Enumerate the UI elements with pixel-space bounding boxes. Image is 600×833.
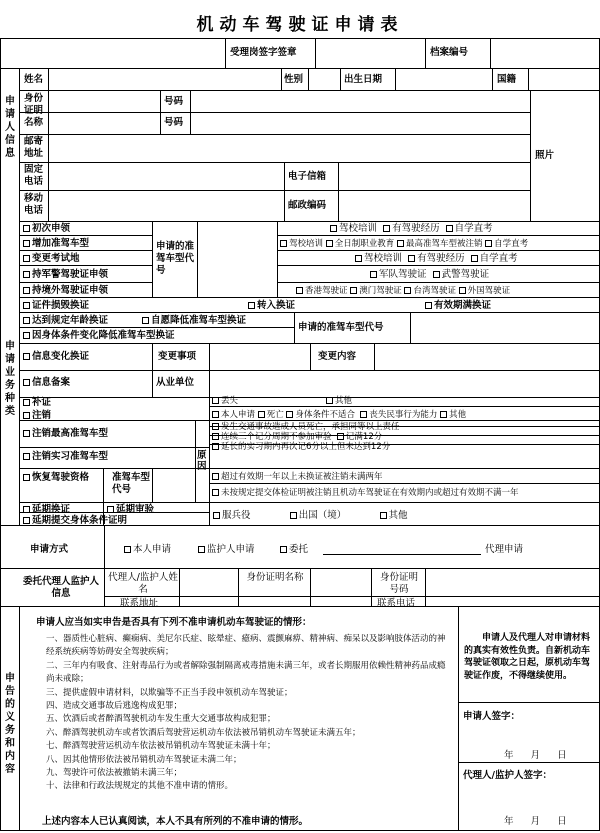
employer-label: 从业单位 xyxy=(156,377,195,388)
id-number-label: 号码 xyxy=(164,96,184,107)
checkbox[interactable] xyxy=(23,225,30,232)
agent-id-name-label: 身份证明名称 xyxy=(246,572,304,583)
info-record-option[interactable]: 信息备案 xyxy=(23,377,70,389)
method-label: 申请方式 xyxy=(30,544,69,555)
delay-reasons[interactable]: 服兵役 出国（境） 其他 xyxy=(213,510,408,522)
checkbox[interactable] xyxy=(23,287,30,294)
postcode-label: 邮政编码 xyxy=(288,200,327,211)
applicant-signature-label: 申请人签字： xyxy=(463,711,521,722)
checkbox[interactable] xyxy=(23,255,30,262)
notice-item: 十、法律和行政法规规定的其他不准申请的情形。 xyxy=(46,781,234,792)
reissue-reasons[interactable]: 丢失 xyxy=(212,395,238,407)
cancel-option[interactable]: 注销 xyxy=(23,410,51,422)
transfer-exchange-option[interactable]: 转入换证 xyxy=(248,300,295,312)
expire-exchange-option[interactable]: 有效期满换证 xyxy=(425,300,491,312)
mobile-phone-label: 移动电话 xyxy=(24,193,44,216)
age-exchange-option[interactable]: 达到规定年龄换证 xyxy=(23,315,108,327)
restore-class-code-label: 准驾车型代号 xyxy=(112,472,151,495)
name-label: 姓名 xyxy=(24,74,44,85)
checkbox[interactable] xyxy=(23,240,30,247)
applicant-section-label: 申请人信息 xyxy=(5,96,15,159)
notice-item: 九、驾驶许可依法被撤销未满三年； xyxy=(46,768,183,779)
entrust-underline xyxy=(323,554,481,555)
cancel-reasons[interactable]: 本人申请 死亡 身体条件不适合 丧失民事行为能力 其他 xyxy=(212,409,466,421)
photo-label: 照片 xyxy=(535,150,555,161)
notice-item: 八、因其他情形依法被吊销机动车驾驶证未满二年； xyxy=(46,754,242,765)
requested-class-label: 申请的准驾车型代号 xyxy=(156,241,195,276)
health-downgrade-option[interactable]: 因身体条件变化降低准驾车型换证 xyxy=(23,330,175,342)
cancel-intern-class-option[interactable]: 注销实习准驾车型 xyxy=(23,451,108,463)
fixed-phone-label: 固定电话 xyxy=(24,164,44,187)
notice-intro: 申请人应当如实申告是否具有下列不准申请机动车驾驶证的情形： xyxy=(36,617,312,628)
reissue-other[interactable]: 其他 xyxy=(326,395,352,407)
agent-phone-label: 联系电话 xyxy=(377,598,416,609)
route-row-4[interactable]: 军队驾驶证 武警驾驶证 xyxy=(370,269,489,281)
change-exam-place-option[interactable]: 变更考试地 xyxy=(23,253,80,265)
notice-items xyxy=(46,633,450,794)
archive-number-label: 档案编号 xyxy=(430,47,469,58)
foreign-license-option[interactable]: 持境外驾驶证申领 xyxy=(23,285,108,297)
agent-signature-label: 代理人/监护人签字： xyxy=(463,770,552,781)
business-section-label: 申请业务种类 xyxy=(5,341,15,417)
agent-name-label: 代理人/监护人姓名 xyxy=(108,572,178,595)
reason-label: 原因 xyxy=(197,450,207,472)
info-change-option[interactable]: 信息变化换证 xyxy=(23,351,89,363)
mail-address-label: 邮寄地址 xyxy=(24,136,44,159)
id-number-label-2: 号码 xyxy=(164,117,184,128)
delay-health-option[interactable]: 延期提交身体条件证明 xyxy=(23,515,127,527)
notice-item: 三、提供虚假申请材料，以欺骗等不正当手段申领机动车驾驶证； xyxy=(46,687,293,698)
applicant-sign-date: 年 月 日 xyxy=(504,750,567,761)
guardian-apply-option[interactable]: 监护人申请 xyxy=(198,544,255,556)
first-apply-option[interactable]: 初次申领 xyxy=(23,223,70,235)
notice-footer: 上述内容本人已认真阅读，本人不具有所列的不准申请的情形。 xyxy=(42,816,309,827)
route-row-1[interactable]: 驾校培训 有驾驶经历 自学直考 xyxy=(330,223,493,235)
page-title: 机动车驾驶证申请表 xyxy=(196,15,404,35)
restore-option[interactable]: 恢复驾驶资格 xyxy=(23,472,101,484)
notice-item: 一、器质性心脏病、癫痫病、美尼尔氏症、眩晕症、癔病、震颤麻痹、精神病、痴呆以及影响肢体活动的神经系统疾病等妨碍安全驾驶疾病； xyxy=(46,634,446,658)
entrust-option[interactable]: 委托 xyxy=(280,544,308,556)
change-item-label: 变更事项 xyxy=(158,351,197,362)
route-row-2[interactable]: 驾校培训 全日制职业教育 最高准驾车型被注销 自学直考 xyxy=(280,238,528,250)
notice-item: 七、醉酒驾驶营运机动车依法被吊销机动车驾驶证未满十年； xyxy=(46,741,276,752)
gender-label: 性别 xyxy=(284,74,304,85)
agent-sign-date: 年 月 日 xyxy=(504,816,567,827)
military-license-option[interactable]: 持军警驾驶证申领 xyxy=(23,269,108,281)
cancel-top-reason-2[interactable]: 连续三个记分周期不参加审验 记满12分 xyxy=(212,432,382,442)
reissue-option[interactable]: 补证 xyxy=(23,397,51,409)
agent-apply-label: 代理申请 xyxy=(485,544,524,555)
route-row-5[interactable]: 香港驾驶证 澳门驾驶证 台湾驾驶证 外国驾驶证 xyxy=(296,285,510,297)
notice-item: 二、三年内有吸食、注射毒品行为或者解除强制隔离戒毒措施未满三年，或者长期服用依赖性精神药品成瘾尚未戒除； xyxy=(46,660,446,685)
cancel-top-class-option[interactable]: 注销最高准驾车型 xyxy=(23,428,108,440)
delay-review-option[interactable]: 延期审验 xyxy=(107,504,154,516)
change-content-label: 变更内容 xyxy=(318,351,357,362)
requested-class-label-2: 申请的准驾车型代号 xyxy=(298,322,384,333)
notice-item: 六、醉酒驾驶机动车或者饮酒后驾驶营运机动车依法被吊销机动车驾驶证未满五年； xyxy=(46,727,361,738)
nationality-label: 国籍 xyxy=(497,74,517,85)
notice-item: 四、造成交通事故后逃逸构成犯罪； xyxy=(46,701,183,712)
checkbox[interactable] xyxy=(23,271,30,278)
cancel-top-reason-3[interactable]: 延长的实习期内再次记6分以上但未达到12分 xyxy=(212,442,390,452)
delay-exchange-option[interactable]: 延期换证 xyxy=(23,504,70,516)
damage-exchange-option[interactable]: 证件损毁换证 xyxy=(23,300,89,312)
restore-reason-1[interactable]: 超过有效期一年以上未换证被注销未满两年 xyxy=(212,471,383,483)
add-class-option[interactable]: 增加准驾车型 xyxy=(23,238,89,250)
acceptor-signature-label: 受理岗签字签章 xyxy=(230,47,297,58)
pledge-text: 申请人及代理人对申请材料的真实有效性负责。自新机动车驾驶证领取之日起，原机动车驾驶证作废，不得继续使用。 xyxy=(464,633,591,681)
notice-section-label: 申告的义务和内容 xyxy=(5,673,15,775)
agent-id-number-label: 身份证明号码 xyxy=(379,572,418,595)
downgrade-option[interactable]: 自愿降低准驾车型换证 xyxy=(142,315,246,327)
email-label: 电子信箱 xyxy=(288,171,327,182)
agent-address-label: 联系地址 xyxy=(120,598,159,609)
self-apply-option[interactable]: 本人申请 xyxy=(124,544,171,556)
notice-item: 五、饮酒后或者醉酒驾驶机动车发生重大交通事故构成犯罪； xyxy=(46,714,276,725)
restore-reason-2[interactable]: 未按规定提交体检证明被注销且机动车驾驶证在有效期内或超过有效期不满一年 xyxy=(212,487,519,499)
agent-info-label: 委托代理人监护人信息 xyxy=(22,576,99,599)
route-row-3[interactable]: 驾校培训 有驾驶经历 自学直考 xyxy=(355,253,518,265)
birth-date-label: 出生日期 xyxy=(344,74,383,85)
cancel-top-reason-1[interactable]: 发生交通事故造成人员死亡，承担同等以上责任 xyxy=(212,422,400,432)
id-document-label: 身份证明名称 xyxy=(24,93,44,128)
